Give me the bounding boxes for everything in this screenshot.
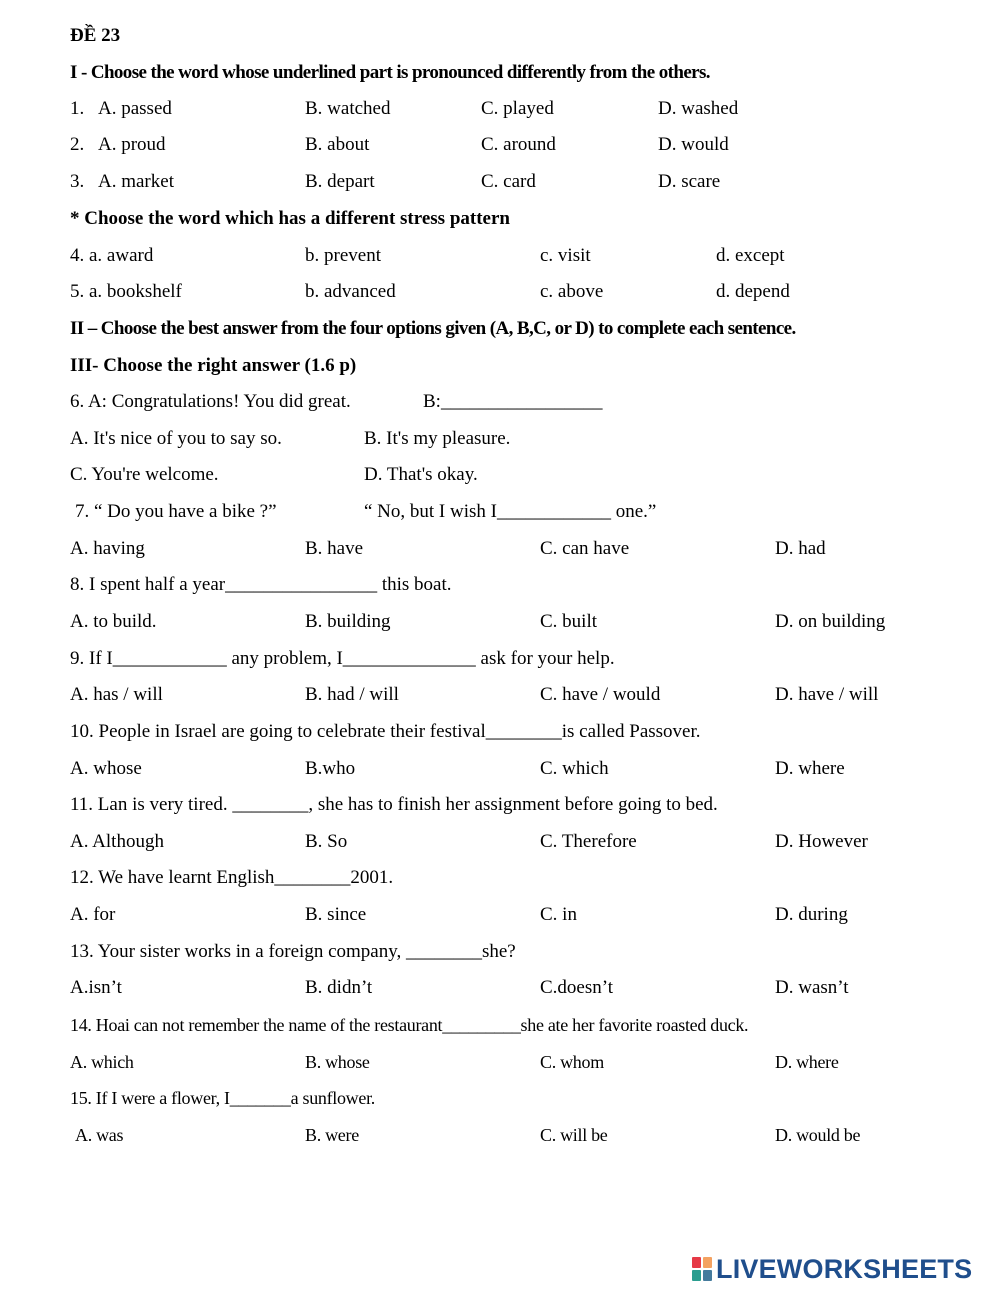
section-1-heading: I - Choose the word whose underlined part is pronounced differently from the others. xyxy=(70,62,710,83)
option-a[interactable]: A. whose xyxy=(70,758,142,779)
option-d[interactable]: D. would xyxy=(658,134,729,155)
question-9 xyxy=(0,644,1000,674)
stress-question-5 xyxy=(0,277,1000,307)
section-2-heading-row xyxy=(0,314,1000,344)
option-b[interactable]: B.who xyxy=(305,758,356,779)
option-a[interactable]: A. It's nice of you to say so. xyxy=(70,428,282,449)
stress-heading-row xyxy=(0,204,1000,234)
option-b[interactable]: b. advanced xyxy=(305,281,396,302)
question-6-options-row-1 xyxy=(0,424,1000,454)
question-7-prompt: 7. “ Do you have a bike ?” xyxy=(75,501,277,522)
option-b[interactable]: B. So xyxy=(305,831,348,852)
section-3-heading: III- Choose the right answer (1.6 p) xyxy=(70,355,357,376)
logo-tile-3 xyxy=(692,1270,701,1281)
worksheet-title-row xyxy=(0,21,1000,51)
question-6-options-row-2 xyxy=(0,460,1000,490)
option-c[interactable]: C. card xyxy=(481,171,536,192)
question-6 xyxy=(0,387,1000,417)
option-d[interactable]: d. except xyxy=(716,245,785,266)
option-c[interactable]: C. which xyxy=(540,758,609,779)
option-a[interactable]: A. having xyxy=(70,538,145,559)
option-b[interactable]: B. since xyxy=(305,904,367,925)
option-b[interactable]: B. depart xyxy=(305,171,375,192)
option-b[interactable]: B. about xyxy=(305,134,370,155)
question-number: 1. xyxy=(70,98,85,119)
question-text: 11. Lan is very tired. ________, she has to finish her assignment before going to bed. xyxy=(70,794,718,815)
question-11 xyxy=(0,790,1000,820)
stress-question-4 xyxy=(0,241,1000,271)
question-8 xyxy=(0,570,1000,600)
question-11-options xyxy=(0,827,1000,857)
option-a[interactable]: A. Although xyxy=(70,831,164,852)
question-number: 3. xyxy=(70,171,85,192)
option-c[interactable]: C. can have xyxy=(540,538,630,559)
question-text: 12. We have learnt English________2001. xyxy=(70,867,394,888)
option-d[interactable]: D. would be xyxy=(775,1125,861,1145)
question-text: 8. I spent half a year________________ this boat. xyxy=(70,574,452,595)
question-15-options xyxy=(0,1120,1000,1150)
section-3-heading-row xyxy=(0,351,1000,381)
option-a[interactable]: A. has / will xyxy=(70,684,163,705)
question-text: 9. If I____________ any problem, I______________ ask for your help. xyxy=(70,648,615,669)
option-a[interactable]: A. to build. xyxy=(70,611,157,632)
liveworksheets-logo[interactable] xyxy=(692,1254,972,1284)
question-14-options xyxy=(0,1047,1000,1077)
option-d[interactable]: D. scare xyxy=(658,171,721,192)
question-text: 13. Your sister works in a foreign company, ________she? xyxy=(70,941,516,962)
question-text: 15. If I were a flower, I_______a sunflower. xyxy=(70,1088,375,1108)
option-d[interactable]: D. during xyxy=(775,904,848,925)
option-c[interactable]: c. visit xyxy=(540,245,591,266)
option-d[interactable]: D. had xyxy=(775,538,826,559)
option-a[interactable]: 5. a. bookshelf xyxy=(70,281,182,302)
option-b[interactable]: B. watched xyxy=(305,98,391,119)
option-c[interactable]: C. Therefore xyxy=(540,831,637,852)
option-d[interactable]: D. where xyxy=(775,1052,839,1072)
question-15 xyxy=(0,1083,1000,1113)
option-d[interactable]: d. depend xyxy=(716,281,790,302)
question-6-prompt: 6. A: Congratulations! You did great. xyxy=(70,391,351,412)
option-a[interactable]: A.isn’t xyxy=(70,977,122,998)
question-7-answer-line: “ No, but I wish I____________ one.” xyxy=(364,501,657,522)
question-7-options xyxy=(0,534,1000,564)
option-c[interactable]: C. built xyxy=(540,611,598,632)
option-d[interactable]: D. where xyxy=(775,758,845,779)
option-b[interactable]: B. whose xyxy=(305,1052,370,1072)
option-d[interactable]: D. However xyxy=(775,831,868,852)
option-b[interactable]: b. prevent xyxy=(305,245,381,266)
question-14 xyxy=(0,1010,1000,1040)
option-d[interactable]: D. on building xyxy=(775,611,886,632)
question-text: 14. Hoai can not remember the name of the restaurant_________she ate her favorite roasted duck. xyxy=(70,1015,749,1035)
worksheet-title: ĐỀ 23 xyxy=(70,25,121,46)
option-d[interactable]: D. wasn’t xyxy=(775,977,849,998)
option-b[interactable]: B. didn’t xyxy=(305,977,373,998)
logo-text: LIVEWORKSHEETS xyxy=(716,1253,973,1284)
pronunciation-question-1 xyxy=(0,94,1000,124)
question-10-options xyxy=(0,754,1000,784)
question-text: 10. People in Israel are going to celebrate their festival________is called Passover. xyxy=(70,721,701,742)
option-b[interactable]: B. were xyxy=(305,1125,359,1145)
option-c[interactable]: C. played xyxy=(481,98,554,119)
option-c[interactable]: C. will be xyxy=(540,1125,608,1145)
question-6-blank: B:_________________ xyxy=(423,391,603,412)
option-b[interactable]: B. have xyxy=(305,538,364,559)
option-d[interactable]: D. washed xyxy=(658,98,739,119)
section-1-heading-row xyxy=(0,58,1000,88)
question-10 xyxy=(0,717,1000,747)
stress-heading: * Choose the word which has a different stress pattern xyxy=(70,208,510,229)
question-12-options xyxy=(0,900,1000,930)
option-c[interactable]: C.doesn’t xyxy=(540,977,614,998)
logo-tile-1 xyxy=(692,1257,701,1268)
option-a[interactable]: A. proud xyxy=(98,134,166,155)
option-b[interactable]: B. It's my pleasure. xyxy=(364,428,511,449)
question-number: 2. xyxy=(70,134,85,155)
option-a[interactable]: A. was xyxy=(75,1125,124,1145)
option-c[interactable]: C. in xyxy=(540,904,577,925)
option-d[interactable]: D. have / will xyxy=(775,684,879,705)
question-13-options xyxy=(0,973,1000,1003)
option-a[interactable]: A. for xyxy=(70,904,116,925)
pronunciation-question-2 xyxy=(0,130,1000,160)
option-c[interactable]: c. above xyxy=(540,281,604,302)
option-c[interactable]: C. around xyxy=(481,134,556,155)
option-d[interactable]: D. That's okay. xyxy=(364,464,478,485)
pronunciation-question-3 xyxy=(0,167,1000,197)
option-b[interactable]: B. building xyxy=(305,611,391,632)
logo-tile-4 xyxy=(703,1270,712,1281)
question-13 xyxy=(0,937,1000,967)
question-9-options xyxy=(0,680,1000,710)
option-c[interactable]: C. have / would xyxy=(540,684,661,705)
option-a[interactable]: A. passed xyxy=(98,98,172,119)
option-c[interactable]: C. You're welcome. xyxy=(70,464,219,485)
option-a[interactable]: 4. a. award xyxy=(70,245,154,266)
option-a[interactable]: A. which xyxy=(70,1052,134,1072)
option-a[interactable]: A. market xyxy=(98,171,174,192)
logo-tile-2 xyxy=(703,1257,712,1268)
option-c[interactable]: C. whom xyxy=(540,1052,604,1072)
question-8-options xyxy=(0,607,1000,637)
question-7 xyxy=(0,497,1000,527)
option-b[interactable]: B. had / will xyxy=(305,684,399,705)
question-12 xyxy=(0,863,1000,893)
section-2-heading: II – Choose the best answer from the four options given (A, B,C, or D) to complete each sentence. xyxy=(70,318,796,339)
liveworksheets-logo-icon xyxy=(692,1257,712,1281)
